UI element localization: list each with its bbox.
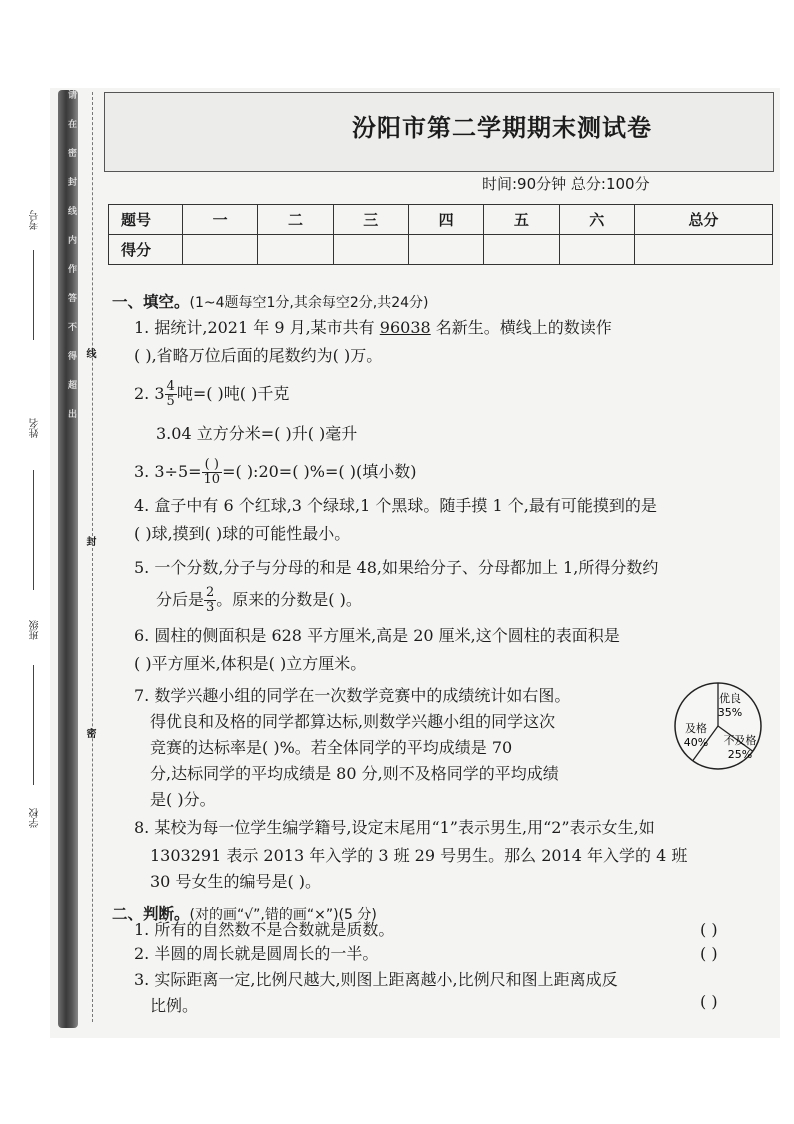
pie-slice-label: 及格 xyxy=(685,722,707,735)
side-line-name xyxy=(33,470,34,590)
judge-3-line-2: 比例。 xyxy=(150,996,199,1015)
judge-2-answer[interactable]: ( ) xyxy=(700,944,718,963)
side-label-name: 姓名 xyxy=(30,418,41,438)
q2-text-pre: 2. 3 xyxy=(134,384,165,403)
score-table xyxy=(108,204,773,265)
score-header-cell: 四 xyxy=(408,205,483,235)
score-cell[interactable] xyxy=(634,235,772,265)
q3-fraction xyxy=(202,458,223,487)
q5-text-pre: 分后是 xyxy=(156,590,205,609)
cut-word-3: 密 xyxy=(84,728,95,738)
question-5-line-1: 5. 一个分数,分子与分母的和是 48,如果给分子、分母都加上 1,所得分数约 xyxy=(134,558,659,577)
question-7-line-3: 竞赛的达标率是( )%。若全体同学的平均成绩是 70 xyxy=(150,738,513,757)
judge-2: 2. 半圆的周长就是圆周长的一半。 xyxy=(134,944,379,963)
q3-text-post: =( ):20=( )%=( )(填小数) xyxy=(222,462,417,481)
judge-3-answer[interactable]: ( ) xyxy=(700,992,718,1011)
judge-3-line-1: 3. 实际距离一定,比例尺越大,则图上距离越小,比例尺和图上距离成反 xyxy=(134,970,618,989)
q1-number: 96038 xyxy=(379,318,431,337)
section1-heading xyxy=(112,290,429,312)
judge-1: 1. 所有的自然数不是合数就是质数。 xyxy=(134,920,395,939)
score-cell[interactable] xyxy=(258,235,333,265)
pie-chart-svg xyxy=(672,680,764,772)
score-header-cell: 总分 xyxy=(634,205,772,235)
question-7-line-2: 得优良和及格的同学都算达标,则数学兴趣小组的同学这次 xyxy=(150,712,556,731)
score-cell[interactable] xyxy=(559,235,634,265)
q1-text-a: 1. 据统计,2021 年 9 月,某市共有 xyxy=(134,318,375,337)
score-cell[interactable] xyxy=(333,235,408,265)
score-header-cell: 五 xyxy=(484,205,559,235)
question-8-line-2: 1303291 表示 2013 年入学的 3 班 29 号男生。那么 2014 年入学的 4 班 xyxy=(150,846,688,865)
score-row-label: 得分 xyxy=(109,235,183,265)
score-table-header-row xyxy=(109,205,773,235)
q2-fraction xyxy=(165,380,177,409)
side-label-exam-no: 考号 xyxy=(30,210,41,230)
pie-chart xyxy=(672,680,764,772)
question-7-line-4: 分,达标同学的平均成绩是 80 分,则不及格同学的平均成绩 xyxy=(150,764,559,783)
q1-text-b: 名新生。横线上的数读作 xyxy=(435,318,612,337)
score-header-cell: 三 xyxy=(333,205,408,235)
section1-note: (1~4题每空1分,其余每空2分,共24分) xyxy=(189,295,429,311)
question-6-line-1: 6. 圆柱的侧面积是 628 平方厘米,高是 20 厘米,这个圆柱的表面积是 xyxy=(134,626,620,645)
question-8-line-1: 8. 某校为每一位学生编学籍号,设定末尾用“1”表示男生,用“2”表示女生,如 xyxy=(134,818,655,837)
cut-word-2: 封 xyxy=(84,536,95,546)
side-label-school: 学校 xyxy=(30,808,41,828)
pie-slice-label: 优良 xyxy=(719,692,741,705)
question-8-line-3: 30 号女生的编号是( )。 xyxy=(150,872,322,891)
pie-slice-value: 40% xyxy=(683,736,709,749)
question-7-line-5: 是( )分。 xyxy=(150,790,216,809)
q5-text-post: 。原来的分数是( )。 xyxy=(216,590,362,609)
binding-text: 请在密封线内作答不得超出 xyxy=(66,90,76,438)
q5-fraction xyxy=(204,586,216,615)
judge-1-answer[interactable]: ( ) xyxy=(700,920,718,939)
question-6-line-2: ( )平方厘米,体积是( )立方厘米。 xyxy=(134,654,367,673)
question-4-line-2: ( )球,摸到( )球的可能性最小。 xyxy=(134,524,351,543)
pie-slice-value: 25% xyxy=(727,748,753,761)
pie-slice-label: 不及格 xyxy=(723,734,757,747)
q2-frac-den: 5 xyxy=(166,394,175,409)
question-1-line-2: ( ),省略万位后面的尾数约为( )万。 xyxy=(134,346,383,365)
score-header-cell: 六 xyxy=(559,205,634,235)
pie-slice-value: 35% xyxy=(717,706,743,719)
question-2-line-2: 3.04 立方分米=( )升( )毫升 xyxy=(156,424,358,443)
q3-frac-den: 10 xyxy=(203,472,221,487)
time-info: 时间:90分钟 总分:100分 xyxy=(482,175,650,193)
side-line-exam-no xyxy=(33,250,34,340)
q3-frac-num: ( ) xyxy=(202,458,223,473)
cut-word-1: 线 xyxy=(84,348,95,358)
score-header-cell: 题号 xyxy=(109,205,183,235)
cut-line xyxy=(92,92,93,1022)
side-label-class: 班级 xyxy=(30,620,41,640)
score-table-row xyxy=(109,235,773,265)
score-header-cell: 二 xyxy=(258,205,333,235)
score-cell[interactable] xyxy=(408,235,483,265)
question-4-line-1: 4. 盒子中有 6 个红球,3 个绿球,1 个黑球。随手摸 1 个,最有可能摸到的是 xyxy=(134,496,657,515)
q5-frac-den: 3 xyxy=(206,600,215,615)
question-3 xyxy=(134,458,416,487)
score-header-cell: 一 xyxy=(183,205,258,235)
page-title: 汾阳市第二学期期末测试卷 xyxy=(352,114,652,142)
section2-title: 二、判断。 xyxy=(112,905,190,923)
section1-title: 一、填空。 xyxy=(112,293,190,311)
q2-frac-num: 4 xyxy=(166,379,175,394)
side-line-class xyxy=(33,665,34,785)
q2-text-post: 吨=( )吨( )千克 xyxy=(176,384,290,403)
question-2-line-1 xyxy=(134,380,289,409)
question-1-line-1 xyxy=(134,318,612,338)
section2-note: (对的画“√”,错的画“×”)(5 分) xyxy=(189,907,377,923)
q3-text-pre: 3. 3÷5= xyxy=(134,462,202,481)
question-5-line-2 xyxy=(156,586,362,615)
score-cell[interactable] xyxy=(183,235,258,265)
question-7-line-1: 7. 数学兴趣小组的同学在一次数学竞赛中的成绩统计如右图。 xyxy=(134,686,571,705)
q5-frac-num: 2 xyxy=(206,585,215,600)
score-cell[interactable] xyxy=(484,235,559,265)
binding-strip xyxy=(58,90,78,1028)
